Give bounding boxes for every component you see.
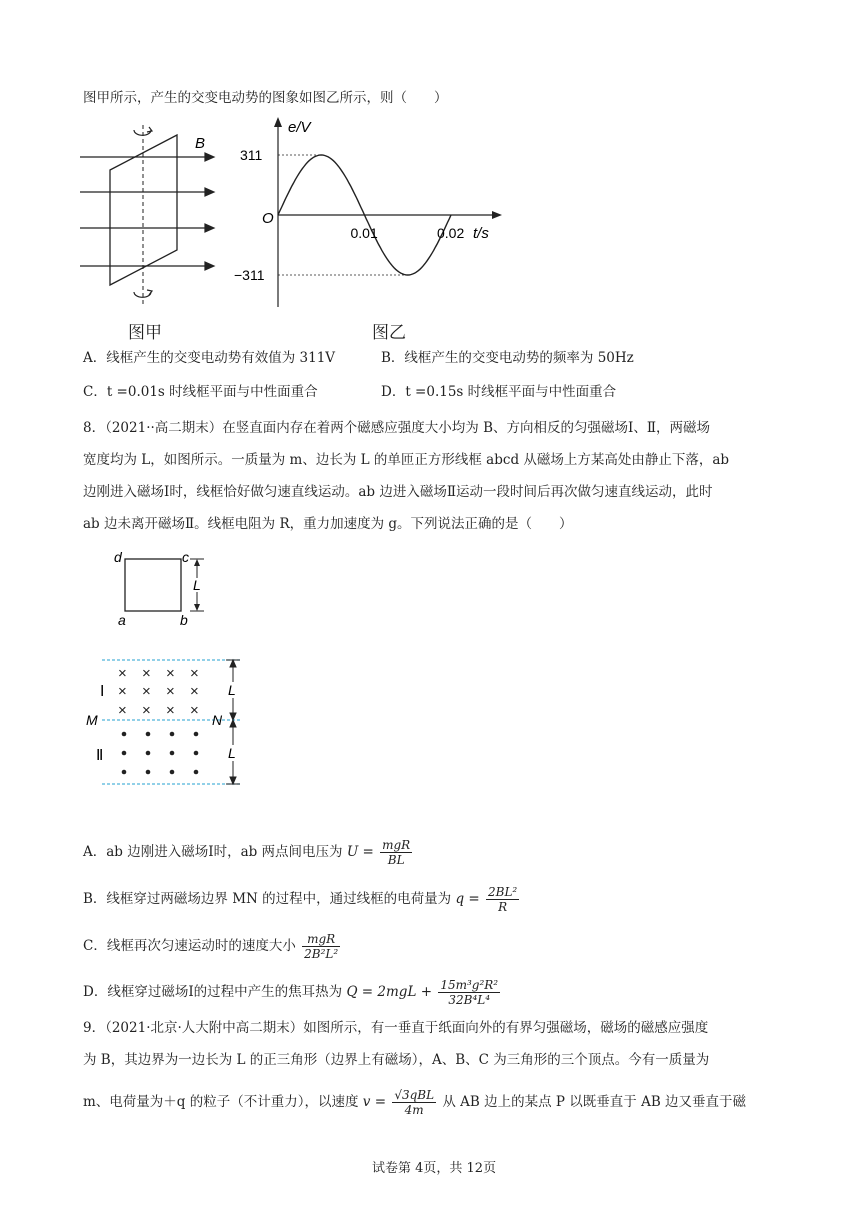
q8-line-3: 边刚进入磁场Ⅰ时，线框恰好做匀速直线运动。ab 边进入磁场Ⅱ运动一段时间后再次做匀速直线运动，此时 <box>83 484 713 500</box>
corner-b: b <box>180 612 188 628</box>
side-length-L: L <box>193 577 201 593</box>
q9-line-3: m、电荷量为＋q 的粒子（不计重力），以速度 v = $\frac{\text{√3qBL}}{4m}$ 从 AB 边上的某点 P 以既垂直于 AB 边又垂直于磁 <box>83 1088 747 1117</box>
field-label-B: B <box>195 135 206 152</box>
q7-intro: 图甲所示，产生的交变电动势的图象如图乙所示，则（ ） <box>83 90 448 106</box>
svg-text:×: × <box>166 683 175 700</box>
q8-magnetic-fields-figure <box>84 650 254 795</box>
svg-text:×: × <box>190 683 199 700</box>
q7-option-a: A．线框产生的交变电动势有效值为 311V <box>83 350 336 366</box>
x-tick-0.01: 0.01 <box>350 225 378 241</box>
svg-text:×: × <box>118 683 127 700</box>
x-axis-label: t/s <box>473 225 489 242</box>
svg-text:×: × <box>118 702 127 719</box>
region-II-label: Ⅱ <box>96 747 104 764</box>
svg-text:×: × <box>142 683 151 700</box>
svg-text:×: × <box>142 665 151 682</box>
q8-option-b: B．线框穿过两磁场边界 MN 的过程中，通过线框的电荷量为 q = $\frac{\text{2BL²}}{R}$ <box>83 885 518 914</box>
corner-c: c <box>182 549 189 565</box>
svg-text:×: × <box>190 665 199 682</box>
q8-line-4: ab 边未离开磁场Ⅱ。线框电阻为 R，重力加速度为 g。下列说法正确的是（ ） <box>83 516 573 532</box>
q7-option-c: C．t =0.01s 时线框平面与中性面重合 <box>83 384 318 400</box>
caption-jia: 图甲 <box>128 323 162 343</box>
q8-option-c: C．线框再次匀速运动时的速度大小 $\frac{\text{mgR}}{\text{2B²L²}}$ <box>83 932 339 961</box>
svg-text:×: × <box>142 702 151 719</box>
figure-yi-chart <box>234 112 510 312</box>
fraction-mgR-over-BL: $\frac{\text{mgR}}{BL}$ <box>382 838 411 867</box>
region-I-label: Ⅰ <box>100 683 105 700</box>
q7-option-b: B．线框产生的交变电动势的频率为 50Hz <box>381 350 634 366</box>
q8-line-1: 8．（2021··高二期末）在竖直面内存在着两个磁感应强度大小均为 B、方向相反的匀强磁场Ⅰ、Ⅱ，两磁场 <box>83 420 710 436</box>
square-frame <box>125 559 181 611</box>
width-L-1: L <box>228 682 236 698</box>
q7-option-d: D．t =0.15s 时线框平面与中性面重合 <box>381 384 617 400</box>
x-tick-0.02: 0.02 <box>437 225 465 241</box>
y-tick-min: −311 <box>234 267 265 283</box>
caption-yi: 图乙 <box>372 323 406 343</box>
fraction-2BL2-over-R: $\frac{\text{2BL²}}{R}$ <box>487 885 518 914</box>
q8-line-2: 宽度均为 L，如图所示。一质量为 m、边长为 L 的单匝正方形线框 abcd 从磁场上方某高处由静止下落，ab <box>83 452 730 468</box>
q9-line-2: 为 B，其边界为一边长为 L 的正三角形（边界上有磁场），A、B、C 为三角形的三个顶点。今有一质量为 <box>83 1052 710 1068</box>
svg-text:×: × <box>118 665 127 682</box>
fraction-velocity: $\frac{\text{mgR}}{\text{2B²L²}}$ <box>304 932 339 961</box>
field-lines <box>80 153 214 270</box>
corner-a: a <box>118 612 126 628</box>
y-axis-label: e/V <box>288 119 311 136</box>
width-L-2: L <box>228 745 236 761</box>
origin-label: O <box>262 210 274 227</box>
corner-d: d <box>114 549 122 565</box>
q9-line-1: 9．（2021·北京·人大附中高二期末）如图所示，有一垂直于纸面向外的有界匀强磁场，磁场的磁感应强度 <box>83 1020 709 1036</box>
figure-jia <box>75 120 225 310</box>
point-N: N <box>212 712 223 728</box>
point-M: M <box>86 712 98 728</box>
fraction-velocity-v: $\frac{\text{√3qBL}}{4m}$ <box>394 1088 435 1117</box>
svg-text:×: × <box>190 702 199 719</box>
field-into-page-crosses <box>118 665 199 719</box>
q8-square-frame-figure <box>110 545 220 630</box>
field-out-of-page-dots <box>122 732 199 775</box>
svg-text:×: × <box>166 702 175 719</box>
page-footer: 试卷第 4页，共 12页 <box>372 1161 497 1176</box>
y-tick-max: 311 <box>240 147 263 163</box>
q8-option-a: A．ab 边刚进入磁场Ⅰ时，ab 两点间电压为 U = $\frac{\text{mgR}}{BL}$ <box>83 838 411 867</box>
fraction-joule-heat: $\frac{\text{15m³g²R²}}{\text{32B⁴L⁴}}$ <box>440 978 499 1007</box>
svg-text:×: × <box>166 665 175 682</box>
q8-option-d: D．线框穿过磁场Ⅰ的过程中产生的焦耳热为 Q = 2mgL + $\frac{\text{15m³g²R²}}{\text{32B⁴L⁴}}$ <box>83 978 499 1007</box>
